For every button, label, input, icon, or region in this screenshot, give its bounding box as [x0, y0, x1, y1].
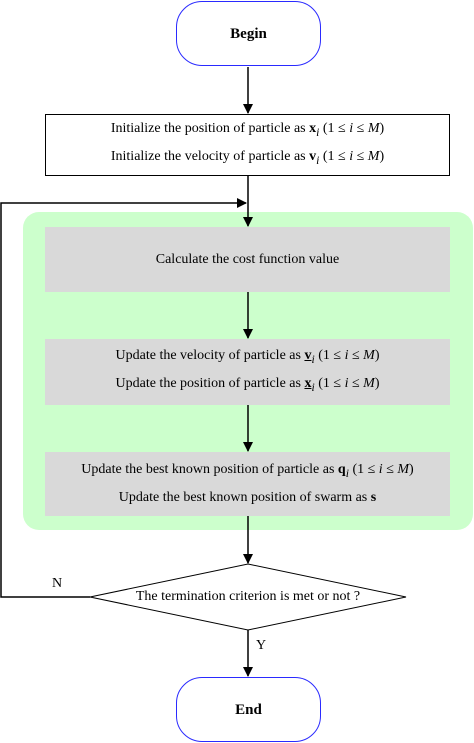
calc-cost-box	[45, 227, 450, 292]
end-node	[176, 677, 321, 742]
update-velocity-line: Update the velocity of particle as $v_i$ (1 ≤ i ≤ M)	[115, 348, 380, 366]
calc-cost-label: Calculate the cost function value	[155, 251, 340, 267]
update-position-line: Update the position of particle as $x_i$ (1 ≤ i ≤ M)	[115, 376, 380, 394]
init-position-line: Initialize the position of particle as $x_i$ (1 ≤ i ≤ M)	[110, 121, 385, 139]
update-best-box	[45, 452, 450, 516]
decision-label: The termination criterion is met or not ?	[135, 589, 361, 604]
begin-label: Begin	[230, 25, 267, 42]
update-vel-pos-box	[45, 339, 450, 405]
yes-branch-label: Y	[256, 638, 267, 653]
no-branch-label: N	[52, 576, 63, 591]
begin-node	[176, 1, 321, 66]
init-velocity-line: Initialize the velocity of particle as $v_i$ (1 ≤ i ≤ M)	[110, 149, 385, 167]
update-swarm-best-line: Update the best known position of swarm as s	[118, 489, 377, 505]
init-box	[45, 114, 450, 176]
end-label: End	[235, 701, 262, 718]
update-particle-best-line: Update the best known position of particle as $q_i$ (1 ≤ i ≤ M)	[81, 462, 414, 480]
